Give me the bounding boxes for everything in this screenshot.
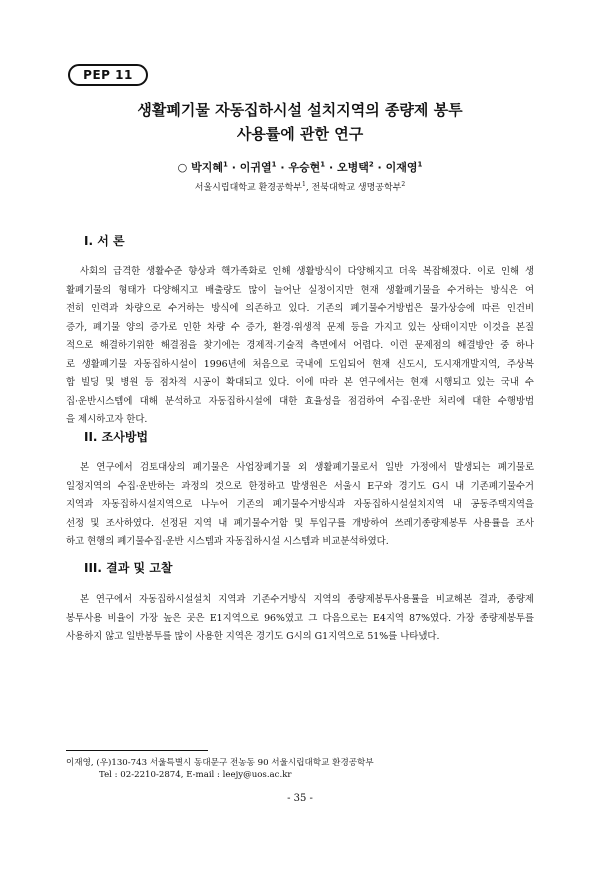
paragraph-line: 사용하지 않고 일반봉투를 많이 사용한 지역은 경기도 G시의 G1지역으로 51%를 나타냈다. bbox=[66, 631, 440, 642]
paragraph-line: 증가, 폐기물 양의 증가로 인한 차량 수 증가, 환경·위생적 문제 등을 가지고 있는 상태이지만 이것을 본질 bbox=[66, 321, 534, 333]
affiliation-1-sup: 1 bbox=[302, 181, 306, 188]
footnote-divider bbox=[66, 750, 208, 751]
section-body-methods bbox=[66, 459, 534, 552]
paragraph-line: 일정지역의 수집·운반하는 과정의 것으로 한정하고 발생원은 서울시 E구와 경기도 G시 내 기존폐기물수거 bbox=[66, 480, 534, 492]
affiliations bbox=[0, 180, 600, 193]
author-separator: · bbox=[227, 161, 240, 174]
affiliation-1: 서울시립대학교 환경공학부 bbox=[194, 183, 302, 193]
footnote-address: 이재영, (우)130-743 서울특별시 동대문구 전농동 90 서울시립대학교 환경공학부 bbox=[66, 758, 374, 768]
paragraph-line: 지역과 자동집하시설지역으로 나누어 기존의 폐기물수거방식과 자동집하시설설치지역 내 공동주택지역을 bbox=[66, 499, 534, 510]
paragraph-line: 선정 및 조사하였다. 선정된 지역 내 폐기물수거함 및 투입구를 개방하여 쓰레기종량제봉투 사용률을 조사 bbox=[66, 517, 534, 529]
author-name: 우승현 bbox=[288, 161, 321, 174]
section-heading-methods: II. 조사방법 bbox=[84, 430, 149, 444]
author-affil-sup: 1 bbox=[417, 160, 423, 169]
author-separator: · bbox=[373, 161, 386, 174]
paragraph-line: 본 연구에서 검토대상의 폐기물은 사업장폐기물 외 생활폐기물로서 일반 가정에서 발생되는 폐기물로 bbox=[80, 462, 534, 473]
footnote-contact: Tel : 02-2210-2874, E-mail : leejy@uos.ac.kr bbox=[99, 770, 292, 780]
section-body-introduction bbox=[66, 263, 534, 430]
author-affil-sup: 1 bbox=[271, 160, 277, 169]
paragraph-line: 로 생활폐기물 자동집하시설이 1996년에 처음으로 국내에 도입되어 현재 신도시, 도시재개발지역, 주상복 bbox=[66, 358, 534, 370]
author-affil-sup: 1 bbox=[223, 160, 228, 169]
session-badge: PEP 11 bbox=[68, 64, 148, 86]
section-heading-results: III. 결과 및 고찰 bbox=[84, 561, 173, 575]
section-body-results bbox=[66, 591, 534, 647]
author-name: 이재영 bbox=[385, 161, 418, 174]
author-name: 이귀열 bbox=[239, 161, 272, 174]
affiliation-2-sup: 2 bbox=[401, 181, 406, 188]
author-list bbox=[0, 159, 600, 175]
paper-title-line-2: 사용률에 관한 연구 bbox=[236, 125, 364, 143]
paragraph-line: 합 빌딩 및 병원 등 점차적 시공이 확대되고 있다. 이에 따라 본 연구에서는 현재 시행되고 있는 국내 수 bbox=[66, 377, 534, 388]
author-separator: · bbox=[325, 161, 337, 174]
author-affil-sup: 2 bbox=[368, 160, 374, 169]
paragraph-line: 을 제시하고자 한다. bbox=[66, 414, 148, 425]
paragraph-line: 본 연구에서 자동집하시설설치 지역과 기존수거방식 지역의 종량제봉투사용률을 비교해본 결과, 종량제 bbox=[80, 594, 534, 605]
paragraph-line: 활폐기물의 형태가 다양해지고 배출량도 많이 늘어난 실정이지만 현재 생활폐기물을 수거하는 방식은 여 bbox=[66, 284, 534, 296]
paragraph-line: 전히 인력과 차량으로 수거하는 방식에 의존하고 있다. 기존의 폐기물수거방법은 물가상승에 따른 인건비 bbox=[66, 303, 534, 314]
author-name: 박지혜 bbox=[191, 161, 224, 174]
author-name: 오병택 bbox=[336, 161, 369, 174]
paragraph-line: 집·운반시스템에 대해 분석하고 자동집하시설에 대한 효율성을 점검하여 수집·운반 처리에 대한 수행방법 bbox=[66, 395, 534, 407]
author-affil-sup: 1 bbox=[320, 160, 326, 169]
paragraph-line: 사회의 급격한 생활수준 향상과 핵가족화로 인해 생활방식이 다양해지고 더욱 복잡해졌다. 이로 인해 생 bbox=[80, 266, 534, 277]
paper-title-line-1: 생활폐기물 자동집하시설 설치지역의 종량제 봉투 bbox=[137, 101, 463, 119]
paragraph-line: 하고 현행의 폐기물수집·운반 시스템과 자동집하시설 시스템과 비교분석하였다. bbox=[66, 536, 389, 547]
page-number: - 35 - bbox=[287, 793, 313, 804]
section-heading-introduction: I. 서 론 bbox=[84, 234, 125, 248]
paragraph-line: 적으로 해결하기위한 해결점을 찾기에는 경제적·기술적 측면에서 어렵다. 이런 문제점의 해결방안 중 하나 bbox=[66, 340, 534, 351]
presenter-marker: ○ bbox=[177, 161, 188, 174]
affiliation-2: , 전북대학교 생명공학부 bbox=[305, 183, 402, 193]
author-separator: · bbox=[276, 161, 289, 174]
paragraph-line: 봉투사용 비율이 가장 높은 곳은 E1지역으로 96%였고 그 다음으로는 E4지역 87%였다. 가장 종량제봉투를 bbox=[66, 612, 534, 624]
